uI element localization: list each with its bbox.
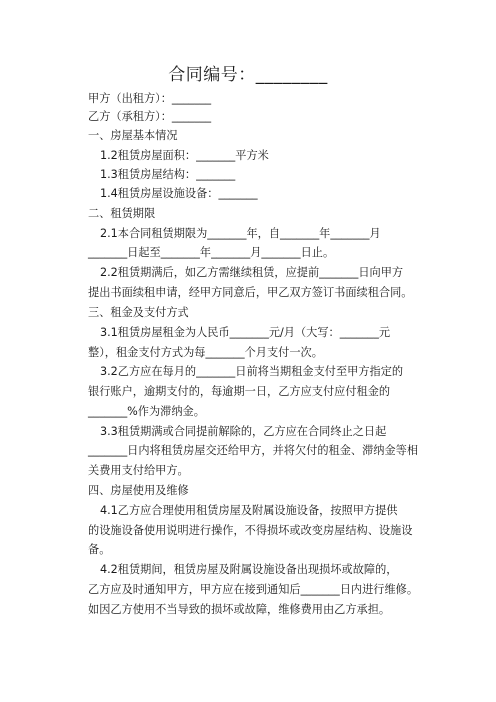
clause-line: 整），租金支付方式为每_______个月支付一次。 — [88, 346, 323, 359]
clause-line: _______日起至_______年_______月_______日止。 — [88, 246, 335, 259]
clause-line: _______%作为滞纳金。 — [88, 405, 205, 418]
clause-line: _______日内将租赁房屋交还给甲方，并将欠付的租金、滞纳金等相 — [88, 444, 419, 457]
clause-line: 3.1租赁房屋租金为人民币_______元/月（大写：_______元 — [100, 326, 391, 339]
clause-line: 1.4租赁房屋设施设备：_______ — [100, 187, 258, 200]
clause-line: 银行账户，逾期支付的，每逾期一日，乙方应支付应付租金的 — [88, 385, 391, 398]
section-heading: 二、租赁期限 — [88, 207, 156, 220]
clause-line: 3.2乙方应在每月的_______日前将当期租金支付至甲方指定的 — [100, 365, 404, 378]
clause-line: 乙方应及时通知甲方，甲方应在接到通知后_______日内进行维修。 — [88, 583, 419, 596]
clause-line: 的设施设备使用说明进行操作，不得损坏或改变房屋结构、设施设 — [88, 524, 413, 537]
clause-line: 3.3租赁期满或合同提前解除的，乙方应在合同终止之日起 — [100, 425, 387, 438]
contract-title: 合同编号：________ — [168, 65, 328, 85]
clause-line: 关费用支付给甲方。 — [88, 464, 189, 477]
section-heading: 四、房屋使用及维修 — [88, 484, 189, 497]
clause-line: 4.1乙方应合理使用租赁房屋及附属设施设备，按照甲方提供 — [100, 504, 398, 517]
clause-line: 2.1本合同租赁期限为_______年，自_______年_______月 — [100, 227, 381, 240]
section-heading: 三、租金及支付方式 — [88, 306, 189, 319]
clause-line: 如因乙方使用不当导致的损坏或故障，维修费用由乙方承担。 — [88, 603, 391, 616]
clause-line: 4.2租赁期间，租赁房屋及附属设施设备出现损坏或故障的， — [100, 563, 398, 576]
section-heading: 一、房屋基本情况 — [88, 129, 178, 142]
party-b-line: 乙方（承租方）：_______ — [88, 110, 212, 123]
clause-line: 1.2租赁房屋面积：_______平方米 — [100, 149, 269, 162]
clause-line: 提出书面续租申请，经甲方同意后，甲乙双方签订书面续租合同。 — [88, 286, 413, 299]
clause-line: 备。 — [88, 543, 111, 556]
party-a-line: 甲方（出租方）：_______ — [88, 92, 212, 105]
clause-line: 2.2租赁期满后，如乙方需继续租赁，应提前_______日向甲方 — [100, 266, 404, 279]
clause-line: 1.3租赁房屋结构：_______ — [100, 168, 236, 181]
